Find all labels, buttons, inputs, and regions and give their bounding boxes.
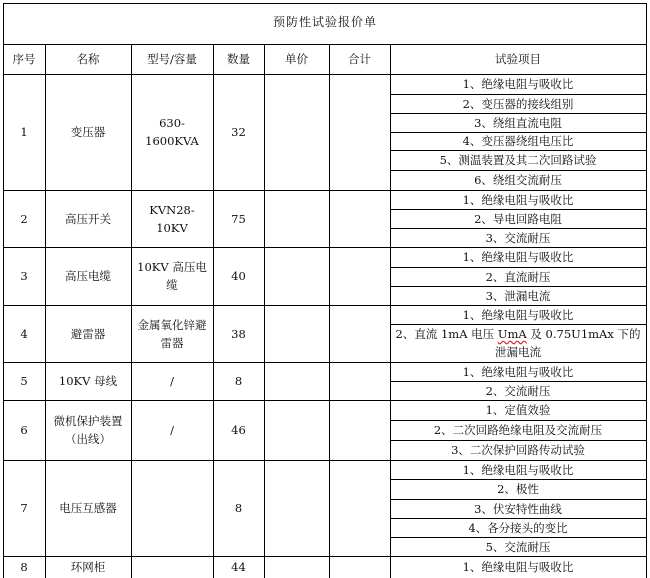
row-model (131, 556, 213, 578)
test-item: 2、变压器的接线组别 (462, 96, 574, 111)
test-item: 3、绕组直流电阻 (474, 115, 562, 130)
grid-line-horizontal (390, 170, 646, 171)
test-item: 1、绝缘电阻与吸收比 (462, 192, 574, 207)
sheet-title: 预防性试验报价单 (272, 15, 377, 29)
test-item: 3、泄漏电流 (485, 288, 551, 303)
row-name: 10KV 母线 (58, 374, 118, 388)
row-model (131, 460, 213, 556)
grid-line-horizontal (3, 400, 646, 401)
test-item: 6、绕组交流耐压 (474, 173, 562, 187)
grid-line-horizontal (3, 305, 646, 306)
row-seq: 8 (20, 560, 28, 574)
row-model: 10KV 高压电缆 (137, 260, 207, 292)
test-item: 3、伏安特性曲线 (474, 501, 562, 516)
test-item: 2、直流耐压 (485, 269, 551, 284)
grid-line-horizontal (390, 420, 646, 421)
grid-line-vertical (131, 44, 132, 578)
row-model: KVN28-10KV (149, 202, 195, 235)
grid-line-vertical (3, 3, 4, 578)
header-name: 名称 (76, 52, 100, 66)
test-item: 3、二次保护回路传动试验 (451, 443, 585, 457)
header-total: 合计 (348, 52, 371, 66)
row-qty: 38 (231, 326, 246, 341)
row-price (264, 460, 329, 556)
test-item (390, 324, 646, 362)
grid-line-horizontal (3, 3, 646, 4)
grid-line-horizontal (390, 286, 646, 287)
row-price (264, 362, 329, 400)
row-name: 环网柜 (70, 560, 106, 574)
row-price (264, 400, 329, 460)
row-qty: 32 (231, 125, 246, 139)
row-name: 微机保护装置（出线） (53, 414, 123, 446)
row-seq: 4 (20, 326, 28, 341)
test-item: 1、绝缘电阻与吸收比 (462, 462, 574, 477)
test-item: 5、测温装置及其二次回路试验 (439, 153, 597, 167)
test-item: 1、绝缘电阻与吸收比 (462, 560, 574, 574)
row-total (329, 400, 390, 460)
header-qty: 数量 (227, 52, 250, 66)
test-item: 4、各分接头的变比 (468, 520, 568, 535)
grid-line-horizontal (390, 324, 646, 325)
header-seq: 序号 (12, 52, 36, 66)
row-seq: 5 (20, 374, 28, 388)
row-name: 变压器 (70, 125, 106, 139)
row-total (329, 190, 390, 247)
grid-line-horizontal (390, 440, 646, 441)
test-item: 2、极性 (497, 482, 539, 496)
test-item: 5、交流耐压 (485, 539, 551, 554)
header-model: 型号/容量 (147, 52, 197, 66)
row-total (329, 305, 390, 362)
row-model: / (170, 374, 174, 388)
grid-line-horizontal (390, 94, 646, 95)
grid-line-vertical (390, 44, 391, 578)
grid-line-horizontal (390, 209, 646, 210)
grid-line-horizontal (390, 518, 646, 519)
row-qty: 75 (231, 211, 246, 226)
grid-line-horizontal (390, 479, 646, 480)
grid-line-horizontal (390, 150, 646, 151)
test-item: 1、绝缘电阻与吸收比 (462, 77, 574, 91)
row-model: 630-1600KVA (145, 116, 199, 148)
grid-line-horizontal (390, 113, 646, 114)
grid-line-vertical (646, 3, 647, 578)
row-qty: 8 (234, 501, 243, 515)
row-name: 避雷器 (70, 326, 106, 341)
row-model: / (170, 423, 174, 437)
row-total (329, 362, 390, 400)
row-model: 金属氧化锌避雷器 (137, 317, 207, 350)
grid-line-horizontal (3, 74, 646, 75)
test-item: 1、绝缘电阻与吸收比 (462, 307, 574, 322)
row-seq: 7 (20, 501, 28, 515)
row-seq: 2 (20, 211, 28, 226)
row-seq: 1 (20, 125, 28, 139)
test-text-suffix: 及 0.75U1mAx 下的泄漏电流 (495, 327, 641, 359)
row-qty: 46 (231, 423, 246, 437)
grid-line-horizontal (390, 381, 646, 382)
test-item: 2、二次回路绝缘电阻及交流耐压 (433, 423, 603, 437)
row-seq: 3 (20, 269, 28, 283)
grid-line-vertical (329, 44, 330, 578)
row-total (329, 460, 390, 556)
test-item: 2、导电回路电阻 (474, 211, 562, 226)
row-price (264, 247, 329, 305)
test-text-flagged: UmA (497, 327, 527, 341)
row-name: 电压互感器 (59, 501, 117, 515)
row-price (264, 305, 329, 362)
test-item: 1、定值效验 (485, 403, 551, 417)
row-name: 高压电缆 (65, 269, 111, 283)
grid-line-horizontal (390, 228, 646, 229)
test-item: 1、绝缘电阻与吸收比 (462, 250, 574, 264)
row-total (329, 247, 390, 305)
test-item: 2、交流耐压 (485, 383, 551, 398)
grid-line-horizontal (3, 362, 646, 363)
grid-line-vertical (45, 44, 46, 578)
grid-line-horizontal (390, 132, 646, 133)
header-price: 单价 (285, 52, 308, 66)
grid-line-horizontal (3, 460, 646, 461)
grid-line-horizontal (3, 44, 646, 45)
row-name: 高压开关 (65, 211, 111, 226)
grid-line-horizontal (390, 537, 646, 538)
test-item: 3、交流耐压 (485, 230, 551, 245)
grid-line-horizontal (390, 267, 646, 268)
row-price (264, 74, 329, 190)
row-total (329, 74, 390, 190)
grid-line-vertical (213, 44, 214, 578)
row-price (264, 556, 329, 578)
row-total (329, 556, 390, 578)
test-text-prefix: 2、直流 1mA 电压 (395, 327, 498, 341)
row-qty: 40 (231, 269, 246, 283)
row-qty: 44 (231, 560, 246, 574)
grid-line-horizontal (390, 499, 646, 500)
grid-line-vertical (264, 44, 265, 578)
grid-line-horizontal (3, 190, 646, 191)
row-qty: 8 (234, 374, 243, 388)
grid-line-horizontal (3, 556, 646, 557)
row-seq: 6 (20, 423, 28, 437)
row-price (264, 190, 329, 247)
test-item: 1、绝缘电阻与吸收比 (462, 364, 574, 379)
header-tests: 试验项目 (495, 52, 541, 66)
test-item: 4、变压器绕组电压比 (462, 134, 574, 148)
grid-line-horizontal (3, 247, 646, 248)
